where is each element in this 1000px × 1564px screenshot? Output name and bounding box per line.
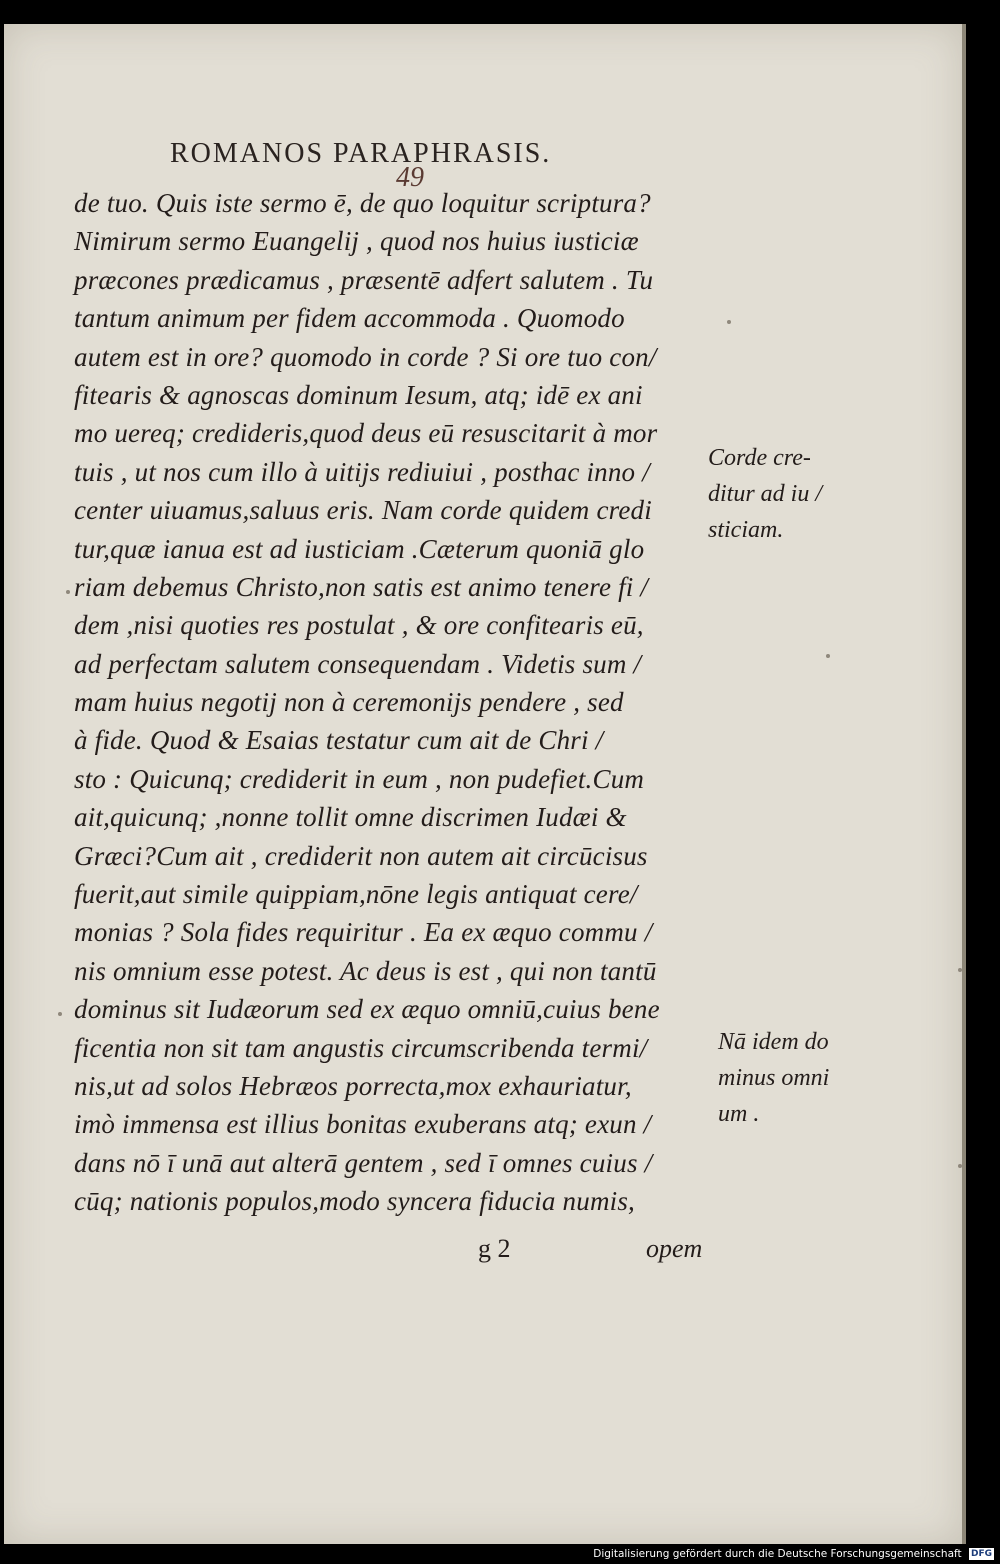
text-line: dans nō ī unā aut alterā gentem , sed ī omnes cuius /	[74, 1147, 653, 1178]
text-line: Græci?Cum ait , crediderit non autem ait circūcisus	[74, 840, 648, 871]
main-text-block	[74, 184, 714, 1221]
marginal-note-dominus	[718, 1024, 868, 1132]
text-line: ait,quicunq; ,nonne tollit omne discrimen Iudæi &	[74, 802, 627, 833]
text-line: tuis , ut nos cum illo à uitijs rediuiui , posthac inno /	[74, 456, 650, 487]
text-line: monias ? Sola fides requiritur . Ea ex æquo commu /	[74, 917, 653, 948]
dfg-logo: DFG	[970, 1549, 992, 1559]
marginal-line: ditur ad iu /	[708, 481, 823, 507]
text-line: ad perfectam salutem consequendam . Videtis sum /	[74, 648, 642, 679]
text-line: nis,ut ad solos Hebræos porrecta,mox exhauriatur,	[74, 1070, 632, 1101]
text-line: mam huius negotij non à ceremonijs pendere , sed	[74, 687, 624, 718]
paper-speck	[727, 320, 731, 324]
text-line: de tuo. Quis iste sermo ē, de quo loquitur scriptura?	[74, 188, 651, 218]
text-line: mo uereq; credideris,quod deus eū resuscitarit à mor	[74, 418, 658, 449]
text-line: cūq; nationis populos,modo syncera fiducia numis,	[74, 1186, 636, 1217]
text-line: sto : Quicunq; crediderit in eum , non pudefiet.Cum	[74, 763, 645, 794]
text-line: center uiuamus,saluus eris. Nam corde quidem credi	[74, 495, 652, 526]
text-line: autem est in ore? quomodo in corde ? Si ore tuo con/	[74, 341, 657, 372]
paper-speck	[826, 654, 830, 658]
text-line: Nimirum sermo Euangelij , quod nos huius iusticiæ	[74, 226, 639, 257]
signature-mark: g 2	[478, 1234, 511, 1263]
marginal-line: Corde cre-	[708, 445, 811, 471]
marginal-line: um .	[718, 1101, 760, 1127]
marginal-line: Nā idem do	[718, 1029, 829, 1055]
text-line: fitearis & agnoscas dominum Iesum, atq; idē ex ani	[74, 379, 643, 410]
text-line: tantum animum per fidem accommoda . Quomodo	[74, 303, 625, 334]
text-line: imò immensa est illius bonitas exuberans atq; exun /	[74, 1109, 652, 1140]
catchword: opem	[646, 1234, 703, 1263]
text-line: fuerit,aut simile quippiam,nōne legis antiquat cere/	[74, 879, 638, 910]
text-line: ficentia non sit tam angustis circumscribenda termi/	[74, 1032, 648, 1063]
paper-speck	[958, 968, 962, 972]
page-edge	[962, 24, 966, 1544]
marginal-line: sticiam.	[708, 517, 784, 543]
marginal-note-corde	[708, 440, 858, 548]
handwritten-folio-number: 49	[396, 162, 424, 193]
text-line: præcones prædicamus , præsentē adfert salutem . Tu	[74, 264, 654, 295]
paper-speck	[58, 1012, 62, 1016]
text-line: riam debemus Christo,non satis est animo tenere fi /	[74, 571, 649, 602]
paper-speck	[958, 1164, 962, 1168]
text-line: tur,quæ ianua est ad iusticiam .Cæterum quoniā glo	[74, 533, 645, 564]
text-line: à fide. Quod & Esaias testatur cum ait de Chri /	[74, 725, 604, 756]
text-line: dominus sit Iudæorum sed ex æquo omniū,cuius bene	[74, 994, 660, 1025]
running-title: ROMANOS PARAPHRASIS.	[170, 138, 552, 169]
paper-speck	[66, 590, 70, 594]
credit-text: Digitalisierung gefördert durch die Deutsche Forschungsgemeinschaft	[593, 1548, 962, 1560]
text-line: nis omnium esse potest. Ac deus is est , qui non tantū	[74, 955, 657, 986]
digitization-credit	[593, 1546, 994, 1562]
marginal-line: minus omni	[718, 1065, 830, 1091]
text-line: dem ,nisi quoties res postulat , & ore confitearis eū,	[74, 610, 644, 641]
